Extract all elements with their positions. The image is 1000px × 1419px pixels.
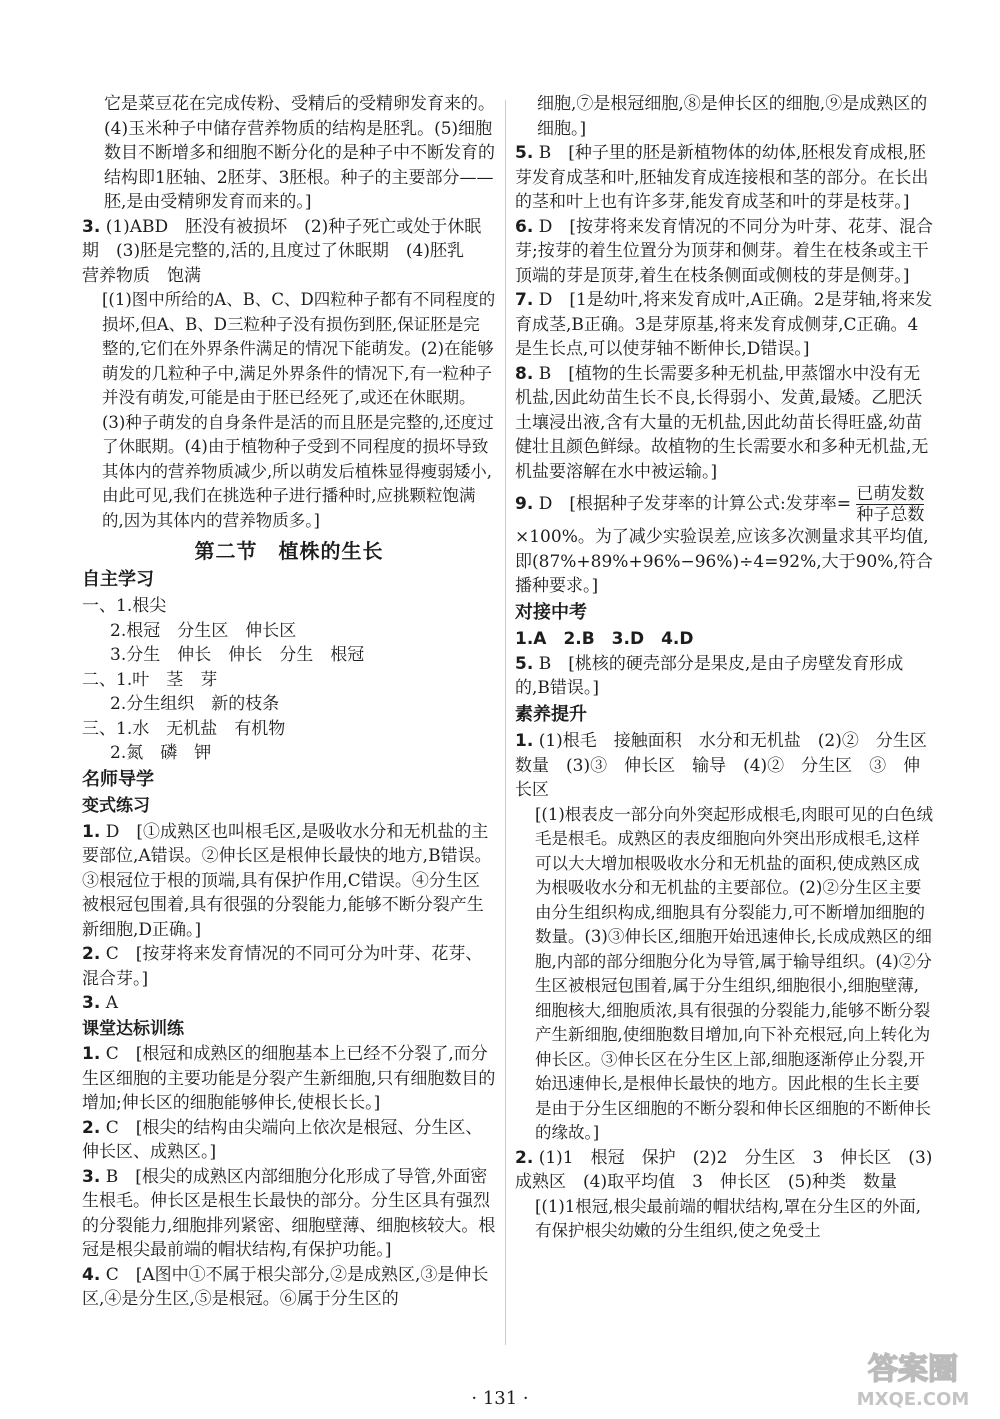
list-item: 3.分生 伸长 伸长 分生 根冠 [110, 645, 365, 665]
answer-text: D [根据种子发芽率的计算公式:发芽率= [538, 494, 851, 514]
question-number: 9. [515, 494, 534, 514]
question-number: 2. [515, 1147, 534, 1168]
question-3b [82, 991, 496, 1016]
answer-text: A [105, 993, 118, 1013]
answer-text: C [根冠和成熟区的细胞基本上已经不分裂了,而分生区细胞的主要功能是分裂产生新细胞,只有细胞数目的增加;伸长区的细胞能够伸长,使根长长。] [82, 1044, 496, 1113]
continued-paragraph: 细胞,⑦是根冠细胞,⑧是伸长区的细胞,⑨是成熟区的细胞。] [537, 94, 928, 139]
heading-suyang: 素养提升 [515, 703, 587, 725]
question-k3 [82, 1165, 496, 1263]
answer-text: (1)根毛 接触面积 水分和无机盐 (2)② 分生区 数量 (3)③ 伸长区 输导 (4)② 分生区 ③ 伸长区 [515, 731, 944, 800]
fraction-denominator: 种子总数 [856, 505, 925, 525]
svg-text:答案圈: 答案圈 [868, 1352, 958, 1387]
question-k4 [82, 1263, 496, 1312]
answer-text: B [桃核的硬壳部分是果皮,是由子房壁发育形成的,B错误。] [515, 653, 904, 698]
question-s2 [515, 1146, 935, 1195]
heading-mingshi: 名师导学 [82, 768, 154, 790]
heading-zizhu: 自主学习 [82, 568, 154, 590]
question-number: 2. [82, 944, 101, 964]
list-item: 二、1.叶 茎 芽 [82, 669, 218, 690]
answer-text: C [按芽将来发育情况的不同可分为叶芽、花芽、混合芽。] [82, 944, 483, 989]
heading-duijie: 对接中考 [515, 601, 587, 623]
section-title: 第二节 植株的生长 [194, 539, 384, 563]
question-number: 3. [82, 216, 101, 237]
question-number: 7. [515, 290, 534, 310]
list-item: 2.氮 磷 钾 [110, 743, 212, 763]
question-2 [82, 942, 496, 991]
explanation: [(1)图中所给的A、B、C、D四粒种子都有不同程度的损坏,但A、B、D三粒种子没有损伤到胚,保证胚是完整的,它们在外界条件满足的情况下能萌发。(2)在能够萌发的几粒种子中,满足外界条件的情况下,有一粒种子并没有萌发,可能是由于胚已经死了,或还在休眠期。(3)种子萌发的自身条件是活的而且胚是完整的,还度过了休眠期。(4)由于植物种子受到不同程度的损坏导致其体内的营养物质减少,所以萌发后植株显得瘦弱矮小,由此可见,我们在挑选种子进行播种时,应挑颗粒饱满的,因为其体内的营养物质多。] [102, 290, 496, 530]
answer-text: C [A图中①不属于根尖部分,②是成熟区,③是伸长区,④是分生区,⑤是根冠。⑥属于分生区的 [82, 1264, 489, 1309]
question-number: 8. [515, 363, 534, 384]
answer-row: 1.A 2.B 3.D 4.D [515, 629, 694, 649]
answer-text: C [根尖的结构由尖端向上依次是根冠、分生区、伸长区、成熟区。] [82, 1117, 483, 1162]
question-5 [515, 141, 935, 215]
question-k1 [82, 1042, 496, 1116]
explanation: [(1)1根冠,根尖最前端的帽状结构,罩在分生区的外面,有保护根尖幼嫩的分生组织,使之免受土 [535, 1196, 922, 1240]
question-k2 [82, 1116, 496, 1165]
heading-bianshi: 变式练习 [82, 796, 150, 816]
list-item: 一、1.根尖 [82, 596, 167, 616]
question-number: 5. [515, 143, 534, 163]
left-column [82, 92, 496, 1312]
question-number: 3. [82, 1166, 101, 1187]
answer-text: (1)ABD 胚没有被损坏 (2)种子死亡或处于休眠期 (3)胚是完整的,活的,且度过了休眠期 (4)胚乳 营养物质 饱满 [82, 216, 482, 286]
list-item: 三、1.水 无机盐 有机物 [82, 718, 286, 739]
question-3 [82, 215, 496, 289]
explanation: [(1)根表皮一部分向外突起形成根毛,肉眼可见的白色绒毛是根毛。成熟区的表皮细胞向外突出形成根毛,这样可以大大增加根吸收水分和无机盐的面积,使成熟区成为根吸收水分和无机盐的主要部位。(2)②分生区主要由分生组织构成,细胞具有分裂能力,可不断增加细胞的数量。(3)③伸长区,细胞开始迅速伸长,长成成熟区的细胞,内部的部分细胞分化为导管,属于输导组织。(4)②分生区被根冠包围着,属于分生组织,细胞很小,细胞壁薄,细胞核大,细胞质浓,具有很强的分裂能力,能够不断分裂产生新细胞,使细胞数目增加,向下补充根冠,向上转化为伸长区。③伸长区在分生区上部,细胞逐渐停止分裂,开始迅速伸长,是根伸长最快的地方。因此根的生长主要是由于分生区细胞的不断分裂和伸长区细胞的不断伸长的缘故。] [535, 804, 934, 1142]
question-number: 5. [515, 653, 534, 674]
question-number: 1. [82, 1044, 101, 1064]
svg-text:MXQE.COM: MXQE.COM [856, 1389, 970, 1410]
question-number: 1. [515, 731, 534, 751]
question-9 [515, 484, 935, 599]
question-d5 [515, 652, 935, 701]
question-7 [515, 288, 935, 362]
page-number: · 131 · [471, 1388, 529, 1409]
question-6 [515, 215, 935, 289]
fraction-numerator: 已萌发数 [856, 484, 925, 504]
watermark-logo [838, 1345, 988, 1411]
answer-text: B [种子里的胚是新植物体的幼体,胚根发育成根,胚芽发育成茎和叶,胚轴发育成连接根和茎的部分。在长出的茎和叶上也有许多芽,能发育成茎和叶的芽是枝芽。] [515, 143, 929, 212]
fraction [856, 484, 924, 525]
answer-text: D [①成熟区也叫根毛区,是吸收水分和无机盐的主要部位,A错误。②伸长区是根伸长最快的地方,B错误。③根冠位于根的顶端,具有保护作用,C错误。④分生区被根冠包围着,具有很强的分裂能力,能够不断分裂产生新细胞,D正确。] [82, 821, 492, 940]
question-number: 1. [82, 821, 101, 842]
question-s1 [515, 729, 944, 803]
heading-ketang: 课堂达标训练 [82, 1018, 184, 1039]
answer-text: B [根尖的成熟区内部细胞分化形成了导管,外面密生根毛。伸长区是根生长最快的部分。分生区具有强烈的分裂能力,细胞排列紧密、细胞壁薄、细胞核较大。根冠是根尖最前端的帽状结构,有保护功能。] [82, 1166, 496, 1260]
question-number: 6. [515, 216, 534, 237]
answer-text: B [植物的生长需要多种无机盐,甲蒸馏水中没有无机盐,因此幼苗生长不良,长得弱小、发黄,最矮。乙肥沃土壤浸出液,含有大量的无机盐,因此幼苗长得旺盛,幼苗健壮且颜色鲜绿。故植物的生长需要水和多种无机盐,无机盐要溶解在水中被运输。] [515, 363, 929, 482]
continued-paragraph: 它是菜豆花在完成传粉、受精后的受精卵发育来的。(4)玉米种子中储存营养物质的结构是胚乳。(5)细胞数目不断增多和细胞不断分化的是种子中不断发育的结构即1胚轴、2胚芽、3胚根。种子的主要部分——胚,是由受精卵发育而来的。] [104, 94, 495, 212]
right-column [515, 92, 944, 1244]
answer-text: D [按芽将来发育情况的不同分为叶芽、花芽、混合芽;按芽的着生位置分为顶芽和侧芽。着生在枝条或主干顶端的芽是顶芽,着生在枝条侧面或侧枝的芽是侧芽。] [515, 216, 933, 286]
answer-text: (1)1 根冠 保护 (2)2 分生区 3 伸长区 (3)成熟区 (4)取平均值 3 伸长区 (5)种类 数量 [515, 1147, 933, 1192]
question-1 [82, 820, 496, 943]
question-number: 3. [82, 993, 101, 1013]
answer-text: ×100%。为了减少实验误差,应该多次测量求其平均值,即(87%+89%+96%−96%)÷4=92%,大于90%,符合播种要求。] [515, 527, 933, 596]
question-8 [515, 362, 935, 485]
column-divider [505, 100, 506, 1345]
list-item: 2.分生组织 新的枝条 [110, 694, 280, 714]
question-number: 4. [82, 1264, 101, 1285]
list-item: 2.根冠 分生区 伸长区 [110, 620, 297, 641]
question-number: 2. [82, 1117, 101, 1138]
answer-text: D [1是幼叶,将来发育成叶,A正确。2是芽轴,将来发育成茎,B正确。3是芽原基,将来发育成侧芽,C正确。4是生长点,可以使芽轴不断伸长,D错误。] [515, 290, 933, 359]
